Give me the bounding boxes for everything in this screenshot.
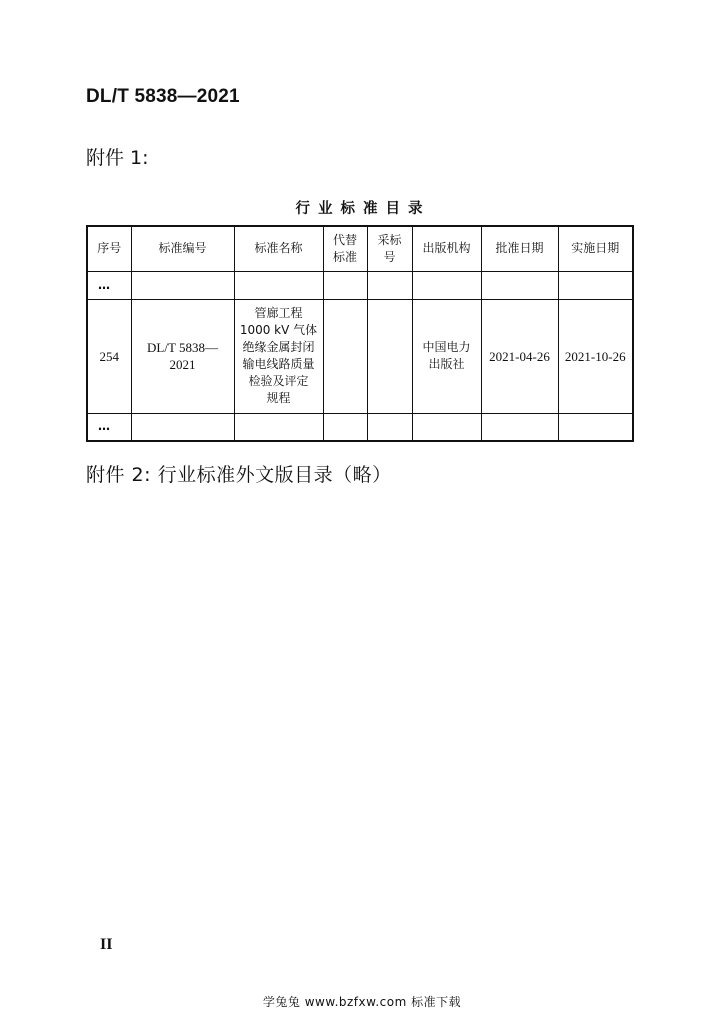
std-name-line: 规程 — [266, 391, 291, 405]
empty-cell — [323, 271, 367, 299]
std-number-line2: 2021 — [169, 357, 196, 372]
empty-cell — [234, 271, 323, 299]
header-adopted-number — [367, 226, 412, 271]
empty-cell — [367, 413, 412, 441]
footer-watermark-text: 学兔兔 www.bzfxw.com 标准下载 — [262, 995, 462, 1009]
empty-cell — [412, 271, 481, 299]
cell-publisher — [412, 299, 481, 413]
table-row — [87, 299, 633, 413]
empty-cell — [367, 271, 412, 299]
cell-replaced-standard — [323, 299, 367, 413]
table-row-ellipsis-bottom — [87, 413, 633, 441]
empty-cell — [131, 271, 234, 299]
attachment-2-label: 附件 2: 行业标准外文版目录（略） — [86, 464, 392, 486]
cell-implementation-date: 2021-10-26 — [558, 299, 633, 413]
empty-cell — [323, 413, 367, 441]
ellipsis-cell: … — [87, 413, 131, 441]
cell-adopted-number — [367, 299, 412, 413]
page-number: II — [100, 936, 113, 953]
table-title: 行业标准目录 — [295, 201, 431, 217]
header-standard-name: 标准名称 — [234, 226, 323, 271]
std-name-line: 1000 kV 气体 — [239, 323, 318, 337]
publisher-line2: 出版社 — [428, 357, 465, 371]
std-name-line: 检验及评定 — [248, 374, 309, 388]
table-row-ellipsis-top — [87, 271, 633, 299]
header-replaced-line1: 代替 — [332, 232, 357, 247]
header-standard-number: 标准编号 — [131, 226, 234, 271]
std-number-line1: DL/T 5838— — [147, 340, 218, 355]
empty-cell — [131, 413, 234, 441]
std-name-line: 绝缘金属封闭 — [242, 340, 315, 354]
header-replaced-line2: 标准 — [332, 249, 357, 264]
empty-cell — [558, 413, 633, 441]
cell-serial: 254 — [87, 299, 131, 413]
cell-approval-date: 2021-04-26 — [481, 299, 558, 413]
empty-cell — [481, 271, 558, 299]
table-header-row — [87, 226, 633, 271]
header-serial: 序号 — [87, 226, 131, 271]
cell-standard-number — [131, 299, 234, 413]
empty-cell — [481, 413, 558, 441]
ellipsis-cell: … — [87, 271, 131, 299]
cell-standard-name — [234, 299, 323, 413]
header-publisher: 出版机构 — [412, 226, 481, 271]
document-code: DL/T 5838—2021 — [86, 86, 240, 107]
header-implementation-date: 实施日期 — [558, 226, 633, 271]
empty-cell — [412, 413, 481, 441]
std-name-line: 输电线路质量 — [242, 357, 315, 371]
std-name-line: 管廊工程 — [254, 306, 303, 320]
standards-table — [86, 225, 634, 442]
empty-cell — [234, 413, 323, 441]
attachment-1-label: 附件 1: — [86, 147, 149, 169]
publisher-line1: 中国电力 — [422, 340, 471, 354]
header-adopted-line1: 采标 — [377, 232, 402, 247]
header-approval-date: 批准日期 — [481, 226, 558, 271]
empty-cell — [558, 271, 633, 299]
header-adopted-line2: 号 — [383, 249, 396, 264]
header-replaced-standard — [323, 226, 367, 271]
